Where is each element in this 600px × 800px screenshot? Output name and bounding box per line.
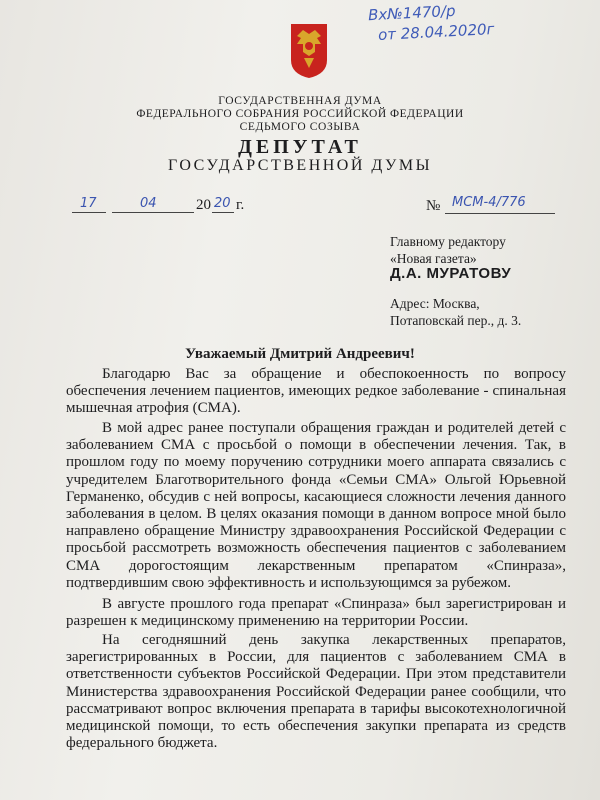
body-paragraph-1: Благодарю Вас за обращение и обеспокоенность по вопросу обеспечения лечением пациентов, имеющих редкое заболевание - спинальная мышечная атрофия (СМА). bbox=[66, 366, 566, 417]
recipient-position: Главному редактору bbox=[390, 234, 506, 249]
body-paragraph-2: В мой адрес ранее поступали обращения граждан и родителей детей с заболеванием СМА с просьбой о помощи в обеспечении лечения. Так, в прошлом году по моему поручению сотрудники моего аппарата связались с учредителем Благотворительного фонда «Семьи СМА» Ольгой Юрьевной Германенко, обсудив с ней вопросы, касающиеся сложности лечения данного заболевания в целом. В целях оказания помощи в данном вопросе мной было направлено обращение Министру здравоохранения Российской Федерации с просьбой рассмотреть возможность обеспечения пациентов с заболеванием СМА дорогостоящим лекарственным препаратом «Спинраза», подтвердившим свою эффективность и использующимся за рубежом. bbox=[66, 420, 566, 591]
body-paragraph-4: На сегодняшний день закупка лекарственных препаратов, зарегистрированных в России, для пациентов с заболеванием СМА в ответственности субъектов Российской Федерации. При этом представители Министерства здравоохранения Российской Федерации ранее сообщили, что рассматривают вопрос включения препарата в тарифы высокотехнологичной медицинской помощи, то есть обеспечения закупки препарата из средств федерального бюджета. bbox=[66, 632, 566, 752]
day-underline bbox=[72, 212, 106, 213]
number-label: № bbox=[426, 198, 441, 214]
date-year-prefix: 20 bbox=[196, 197, 211, 213]
date-day: 17 bbox=[80, 196, 97, 211]
letterhead-title: ДЕПУТАТ bbox=[238, 136, 362, 158]
month-underline bbox=[112, 212, 194, 213]
duma-name-line2: ФЕДЕРАЛЬНОГО СОБРАНИЯ РОССИЙСКОЙ ФЕДЕРАЦИИ bbox=[136, 108, 464, 120]
number-underline bbox=[445, 213, 555, 214]
recipient-organization: «Новая газета» bbox=[390, 251, 477, 266]
body-paragraph-3: В августе прошлого года препарат «Спинраза» был зарегистрирован и разрешен к медицинскому применению на территории России. bbox=[66, 596, 566, 630]
date-year-suffix: 20 bbox=[214, 196, 231, 211]
year-underline bbox=[212, 212, 234, 213]
date-year-unit: г. bbox=[236, 197, 245, 213]
incoming-stamp-number: Вх№1470/р bbox=[367, 1, 456, 25]
letterhead-subtitle: ГОСУДАРСТВЕННОЙ ДУМЫ bbox=[167, 157, 433, 174]
salutation: Уважаемый Дмитрий Андреевич! bbox=[185, 346, 415, 362]
recipient-address-city: Адрес: Москва, bbox=[390, 296, 480, 311]
recipient-address-street: Потаповскай пер., д. 3. bbox=[390, 313, 522, 328]
letter-number: МСМ-4/776 bbox=[452, 195, 526, 210]
date-month: 04 bbox=[140, 196, 157, 211]
duma-name-line1: ГОСУДАРСТВЕННАЯ ДУМА bbox=[218, 95, 382, 107]
recipient-name: Д.А. МУРАТОВУ bbox=[390, 265, 512, 282]
duma-name-line3: СЕДЬМОГО СОЗЫВА bbox=[239, 121, 361, 133]
incoming-stamp-date: от 28.04.2020г bbox=[377, 19, 495, 45]
coat-of-arms-icon bbox=[289, 22, 329, 80]
